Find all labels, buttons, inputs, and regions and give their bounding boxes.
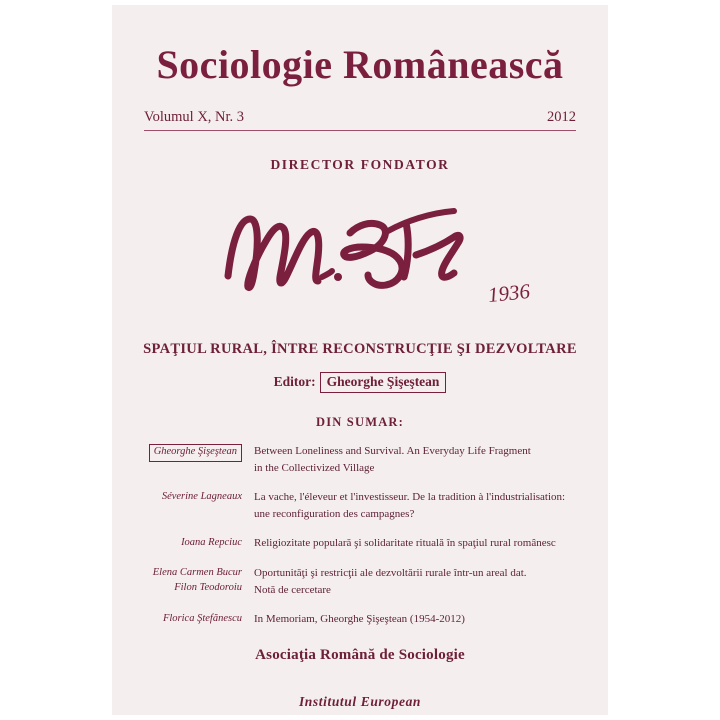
toc-authors — [146, 612, 254, 629]
founder-label: DIRECTOR FONDATOR — [270, 157, 450, 172]
toc-author-name: Séverine Lagneaux — [161, 491, 242, 503]
divider-rule — [144, 130, 576, 131]
toc-title — [254, 536, 574, 553]
toc-title-line: In Memoriam, Gheorghe Şişeştean (1954-2012) — [254, 613, 465, 626]
toc-title-line: La vache, l'éleveur et l'investisseur. De la tradition à l'industrialisation: — [254, 491, 566, 504]
signature-year: 1936 — [486, 278, 532, 308]
summary-heading: DIN SUMAR: — [315, 415, 405, 429]
journal-cover — [112, 5, 608, 715]
list-item — [146, 612, 574, 629]
toc-authors — [146, 444, 254, 477]
toc-title-line: une reconfiguration des campagnes? — [254, 507, 415, 520]
list-item — [146, 566, 574, 599]
toc-title — [254, 444, 574, 477]
toc-title-line: Oportunităţi şi restricţii ale dezvoltării rurale într-un areal dat. — [254, 567, 527, 580]
toc-title — [254, 612, 574, 629]
toc-title — [254, 566, 574, 599]
list-item — [146, 444, 574, 477]
signature-area — [112, 175, 608, 335]
list-item — [146, 490, 574, 523]
toc-title-line: Religiozitate populară şi solidaritate rituală în spaţiul rural românesc — [254, 537, 556, 550]
publisher-name: Institutul European — [298, 693, 422, 709]
founder-signature-icon — [210, 181, 510, 321]
volume-label: Volumul X, Nr. 3 — [144, 109, 245, 125]
toc-authors — [146, 490, 254, 523]
page-title: Sociologie Românească — [156, 42, 564, 87]
issue-theme: SPAŢIUL RURAL, ÎNTRE RECONSTRUCŢIE ŞI DEZVOLTARE — [143, 341, 577, 357]
association-name: Asociaţia Română de Sociologie — [255, 646, 465, 663]
toc-title-line: Notă de cercetare — [254, 583, 331, 596]
editor-line — [112, 372, 608, 393]
toc-author-name: Ioana Repciuc — [181, 537, 242, 549]
volume-year-row — [144, 109, 576, 126]
editor-name: Gheorghe Şişeştean — [320, 372, 447, 393]
editor-label: Editor: — [273, 374, 316, 389]
toc-title-line: Between Loneliness and Survival. An Everyday Life Fragment — [254, 445, 531, 457]
list-item — [146, 536, 574, 553]
table-of-contents — [146, 444, 574, 629]
toc-author-name: Filon Teodoroiu — [174, 581, 242, 593]
toc-authors — [146, 566, 254, 599]
toc-authors — [146, 536, 254, 553]
toc-author-name: Florica Ştefănescu — [162, 613, 242, 625]
year-label: 2012 — [547, 109, 576, 125]
toc-author-name: Elena Carmen Bucur — [152, 567, 242, 579]
toc-title — [254, 490, 574, 523]
toc-author-name: Gheorghe Şişeştean — [149, 444, 242, 462]
toc-title-line: in the Collectivized Village — [254, 461, 375, 474]
